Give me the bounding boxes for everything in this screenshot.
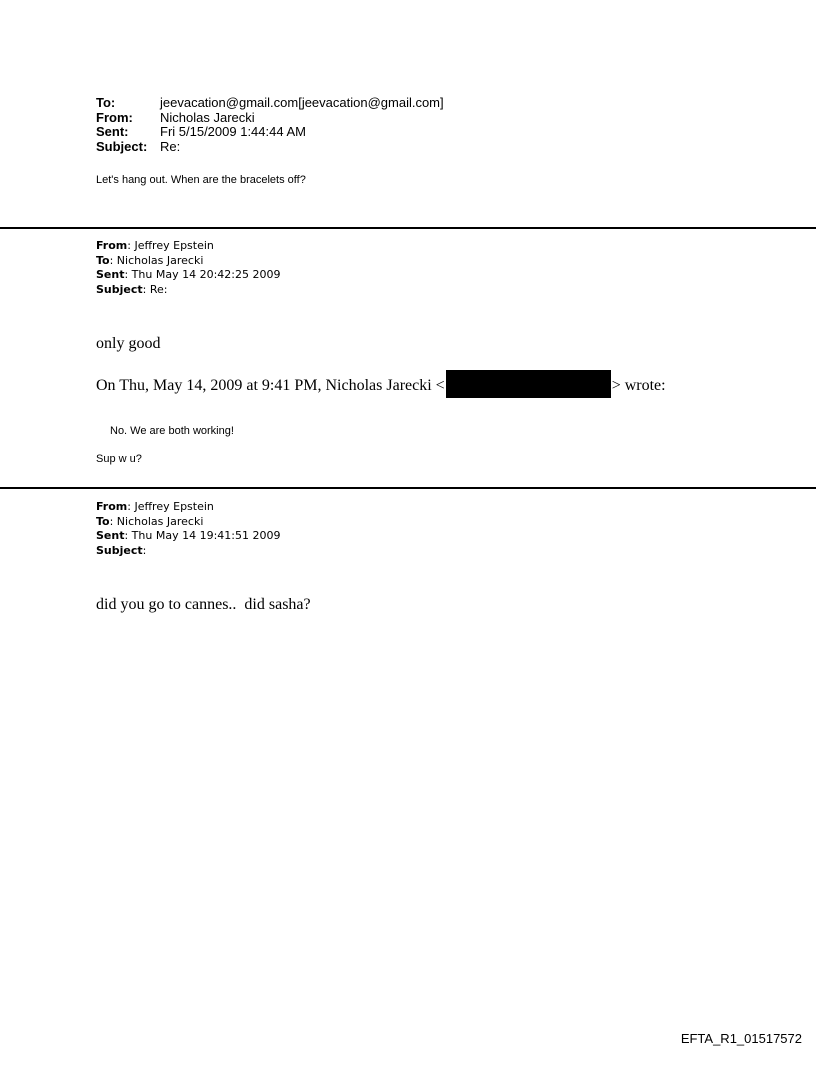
email3-sent-row: [96, 529, 280, 544]
email1-from-row: [96, 111, 444, 126]
email1-header: [96, 96, 444, 154]
email1-sent-label: Sent:: [96, 124, 129, 139]
email2-quoted-line-2: Sup w u?: [96, 453, 142, 465]
divider-1: [0, 227, 816, 229]
divider-2: [0, 487, 816, 489]
email2-sent-row: [96, 268, 280, 283]
email2-to-value: : Nicholas Jarecki: [109, 253, 204, 267]
email2-body: only good: [96, 335, 161, 352]
email3-sent-value: : Thu May 14 19:41:51 2009: [124, 529, 281, 542]
document-id: EFTA_R1_01517572: [680, 1031, 802, 1046]
email1-subject-value: Re:: [160, 138, 181, 154]
email2-sent-label: Sent: [96, 268, 125, 281]
email2-quote-intro-after: > wrote:: [611, 377, 666, 394]
email3-from-label: From: [96, 500, 128, 513]
email2-quoted-line: No. We are both working!: [110, 425, 234, 437]
email2-header: [96, 239, 280, 297]
email1-to-row: [96, 96, 444, 111]
email1-sent-value: Fri 5/15/2009 1:44:44 AM: [160, 124, 306, 139]
email2-to-row: [96, 254, 280, 269]
email3-subject-row: [96, 544, 280, 559]
redaction-box: [446, 370, 611, 398]
email1-from-value: Nicholas Jarecki: [160, 109, 255, 125]
email1-sent-row: [96, 125, 444, 140]
email1-from-label: From:: [96, 109, 133, 125]
email2-from-label: From: [96, 239, 128, 252]
email3-from-row: [96, 500, 280, 515]
email1-body: Let's hang out. When are the bracelets off?: [96, 174, 306, 186]
email3-subject-value: :: [142, 543, 147, 557]
email3-to-value: : Nicholas Jarecki: [109, 514, 204, 528]
email3-to-row: [96, 515, 280, 530]
email2-subject-label: Subject: [96, 282, 143, 296]
email2-sent-value: : Thu May 14 20:42:25 2009: [124, 268, 281, 281]
email3-from-value: : Jeffrey Epstein: [127, 500, 214, 513]
email2-from-value: : Jeffrey Epstein: [127, 239, 214, 252]
email2-subject-value: : Re:: [142, 282, 168, 296]
email3-sent-label: Sent: [96, 529, 125, 542]
email3-header: [96, 500, 280, 558]
email2-quote-intro: [96, 370, 666, 398]
email2-subject-row: [96, 283, 280, 298]
email3-to-label: To: [96, 514, 110, 528]
email2-to-label: To: [96, 253, 110, 267]
email2-quote-intro-before: On Thu, May 14, 2009 at 9:41 PM, Nicholas Jarecki <: [96, 377, 445, 394]
email1-to-label: To:: [96, 95, 116, 110]
email1-subject-row: [96, 140, 444, 155]
email2-from-row: [96, 239, 280, 254]
email3-subject-label: Subject: [96, 543, 143, 557]
email1-subject-label: Subject:: [96, 138, 148, 154]
email1-to-value: jeevacation@gmail.com[jeevacation@gmail.com]: [160, 95, 444, 110]
email3-body: did you go to cannes.. did sasha?: [96, 596, 311, 613]
